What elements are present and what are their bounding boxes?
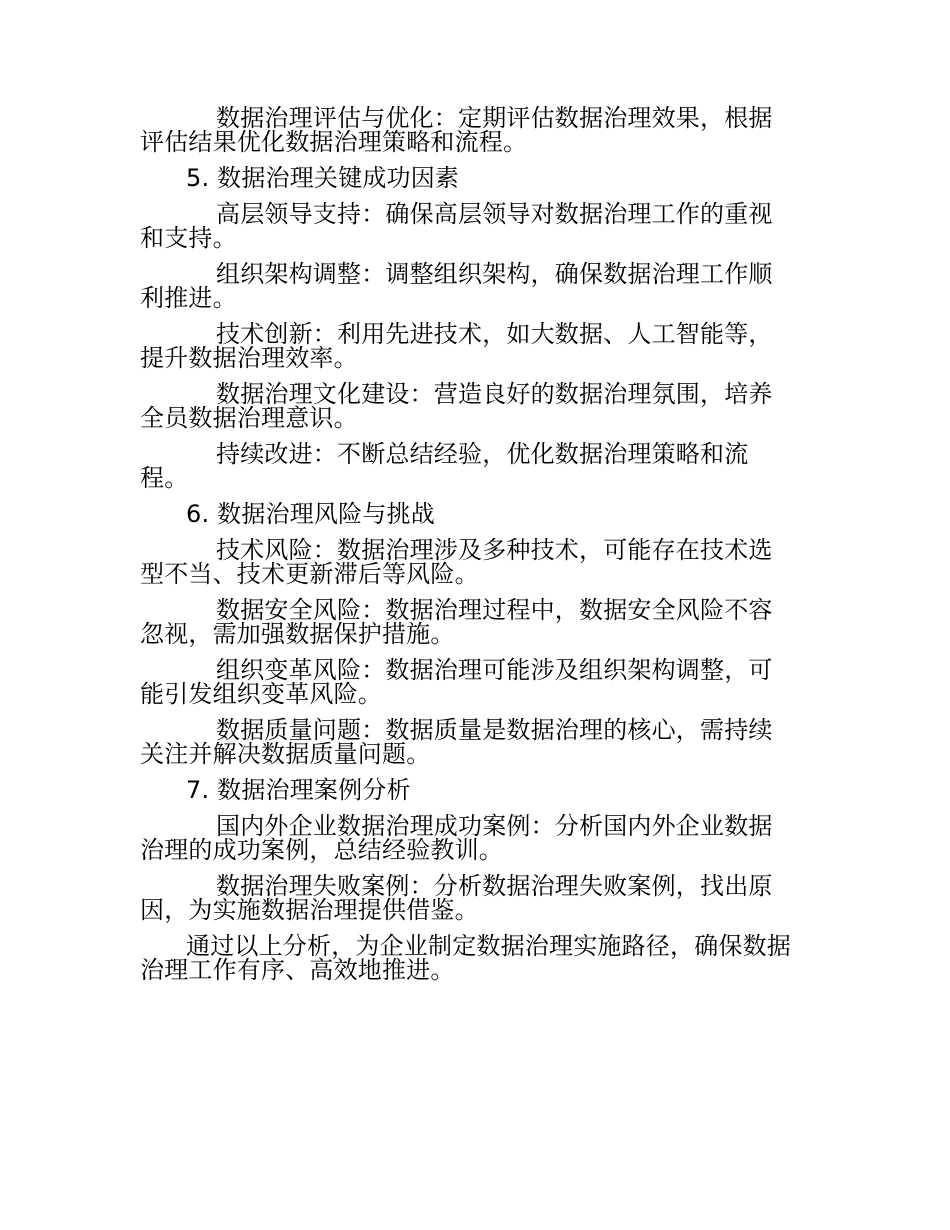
paragraph-culture-building: 数据治理文化建设：营造良好的数据治理氛围，培养全员数据治理意识。 (140, 380, 773, 432)
paragraph-data-quality: 数据质量问题：数据质量是数据治理的核心，需持续关注并解决数据质量问题。 (140, 716, 773, 768)
paragraph-conclusion: 通过以上分析，为企业制定数据治理实施路径，确保数据治理工作有序、高效地推进。 (140, 932, 791, 984)
paragraph-org-structure: 组织架构调整：调整组织架构，确保数据治理工作顺利推进。 (140, 260, 773, 312)
paragraph-tech-risk: 技术风险：数据治理涉及多种技术，可能存在技术选型不当、技术更新滞后等风险。 (140, 536, 773, 588)
paragraph-security-risk: 数据安全风险：数据治理过程中，数据安全风险不容忽视，需加强数据保护措施。 (140, 596, 773, 648)
paragraph-continuous-improvement: 持续改进：不断总结经验，优化数据治理策略和流程。 (140, 440, 749, 492)
paragraph-failure-cases: 数据治理失败案例：分析数据治理失败案例，找出原因，为实施数据治理提供借鉴。 (140, 872, 773, 924)
section-heading-success-factors: 5. 数据治理关键成功因素 (186, 164, 460, 192)
document-body (140, 106, 820, 982)
section-heading-risks-challenges: 6. 数据治理风险与挑战 (186, 500, 435, 528)
paragraph-evaluation-optimization: 数据治理评估与优化：定期评估数据治理效果，根据评估结果优化数据治理策略和流程。 (140, 104, 773, 156)
paragraph-success-cases: 国内外企业数据治理成功案例：分析国内外企业数据治理的成功案例，总结经验教训。 (140, 812, 773, 864)
paragraph-tech-innovation: 技术创新：利用先进技术，如大数据、人工智能等，提升数据治理效率。 (140, 320, 773, 372)
paragraph-org-change-risk: 组织变革风险：数据治理可能涉及组织架构调整，可能引发组织变革风险。 (140, 656, 773, 708)
paragraph-leadership-support: 高层领导支持：确保高层领导对数据治理工作的重视和支持。 (140, 200, 773, 252)
section-heading-case-analysis: 7. 数据治理案例分析 (186, 776, 411, 804)
